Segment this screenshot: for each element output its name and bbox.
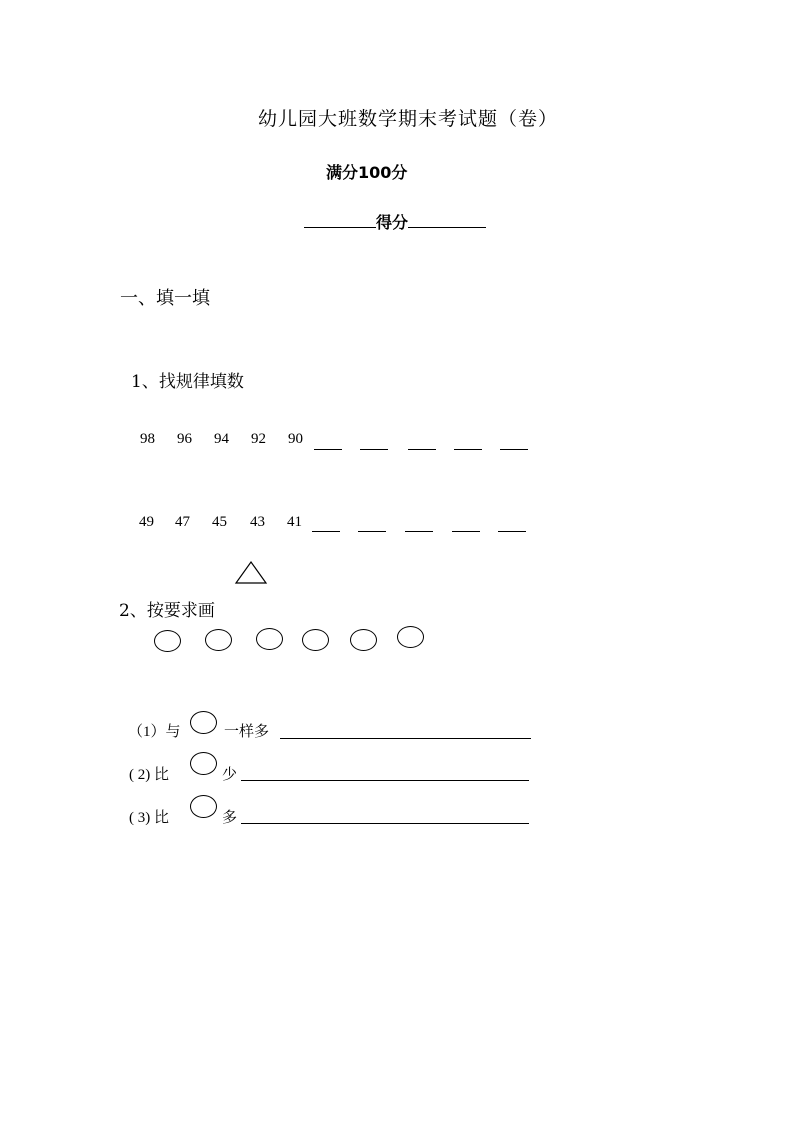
seq-number: 92 (251, 431, 266, 447)
item-post-text: 多 (222, 810, 238, 826)
answer-blank[interactable] (408, 449, 436, 450)
seq-number: 45 (212, 514, 227, 530)
section-heading: 一、填一填 (120, 288, 210, 309)
answer-blank[interactable] (360, 449, 388, 450)
answer-blank[interactable] (454, 449, 482, 450)
drawing-item-1 (128, 720, 181, 741)
seq-number: 98 (140, 431, 155, 447)
seq-number: 90 (288, 431, 303, 447)
circle-icon (397, 626, 424, 648)
seq-number: 49 (139, 514, 154, 530)
circle-icon (256, 628, 283, 650)
question-1-label: 1、找规律填数 (131, 372, 244, 392)
drawing-item-3 (129, 806, 169, 827)
circle-icon (190, 752, 217, 775)
answer-line[interactable] (241, 780, 529, 781)
item-post-text: 少 (222, 767, 238, 783)
answer-blank[interactable] (312, 531, 340, 532)
circle-icon (302, 629, 329, 651)
answer-blank[interactable] (498, 531, 526, 532)
score-blank[interactable] (408, 213, 486, 228)
answer-blank[interactable] (358, 531, 386, 532)
seq-number: 47 (175, 514, 190, 530)
item-pre-text: 比 (154, 767, 170, 783)
circle-icon (190, 795, 217, 818)
circle-icon (154, 630, 181, 652)
item-post-text: 一样多 (224, 724, 270, 740)
item-number: ( 3) (129, 810, 151, 826)
triangle-icon (234, 560, 268, 586)
answer-line[interactable] (241, 823, 529, 824)
page-title: 幼儿园大班数学期末考试题（卷） (258, 108, 559, 130)
question-2-label: 2、按要求画 (119, 601, 215, 621)
answer-blank[interactable] (314, 449, 342, 450)
sequence-row-2 (139, 514, 311, 531)
seq-number: 41 (287, 514, 302, 530)
answer-blank[interactable] (500, 449, 528, 450)
full-score: 满分100分 (326, 163, 408, 182)
item-pre-text: 与 (165, 724, 181, 740)
name-blank[interactable] (304, 213, 376, 228)
seq-number: 94 (214, 431, 229, 447)
answer-blank[interactable] (405, 531, 433, 532)
item-pre-text: 比 (154, 810, 170, 826)
score-line (304, 210, 486, 233)
seq-number: 96 (177, 431, 192, 447)
score-label: 得分 (376, 213, 409, 232)
sequence-row-1 (140, 431, 312, 448)
answer-blank[interactable] (452, 531, 480, 532)
drawing-item-2 (129, 763, 169, 784)
circle-icon (350, 629, 377, 651)
answer-line[interactable] (280, 738, 531, 739)
item-number: ( 2) (129, 767, 151, 783)
seq-number: 43 (250, 514, 265, 530)
circle-icon (205, 629, 232, 651)
circle-icon (190, 711, 217, 734)
item-number: （1） (128, 724, 166, 740)
